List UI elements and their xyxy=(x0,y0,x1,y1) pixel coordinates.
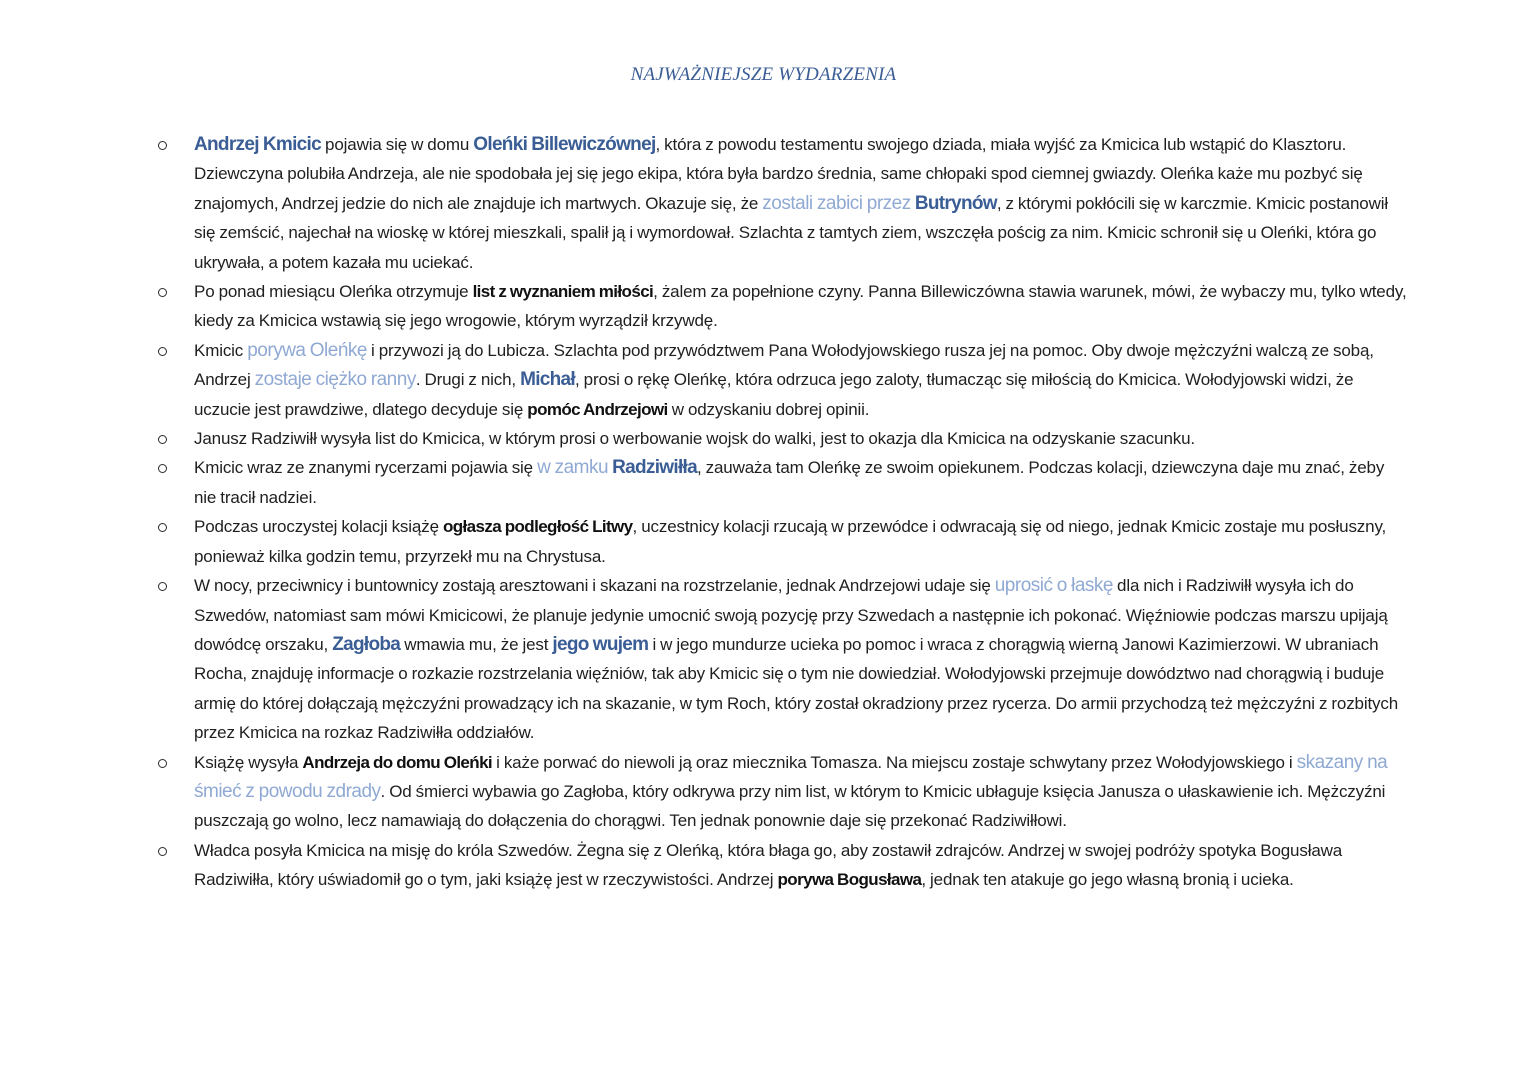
event-item xyxy=(158,130,1408,277)
event-text: dla nich i Radziwiłł wysyła ich do Szwedów, natomiast sam mówi Kmicicowi, że planuje jedynie umocnić swoją pozycję przy Szwedach a następnie ich pokonać. Więźniowie podczas marszu upijają dowódcę orszaku, xyxy=(194,576,1388,654)
event-text: Kmicic wraz ze znanymi rycerzami pojawia się xyxy=(194,458,538,478)
event-item xyxy=(158,453,1408,512)
event-text: pojawia się w domu xyxy=(320,135,474,154)
event-item xyxy=(158,277,1408,336)
event-text: wmawia mu, że jest xyxy=(400,634,553,654)
highlighted-text: Andrzej Kmicic xyxy=(194,134,321,155)
event-text: i każe porwać do niewoli ją oraz miecznika Tomasza. Na miejscu zostaje schwytany przez Wołodyjowskiego i xyxy=(492,752,1297,772)
highlighted-text: Oleńki Billewiczównej xyxy=(473,134,656,155)
highlighted-text: Radziwiłła xyxy=(612,457,697,479)
event-text: i przywozi ją do Lubicza. Szlachta pod przywództwem Pana Wołodyjowskiego rusza jej na pomoc. Oby dwoje mężczyźni walczą ze sobą, Andrzej xyxy=(194,340,1374,390)
highlighted-text: ogłasza podległość Litwy xyxy=(442,517,633,537)
bullet-icon xyxy=(158,523,167,532)
event-text: Kmicic xyxy=(194,340,248,360)
bullet-icon xyxy=(158,759,167,768)
highlighted-text: Zagłoba xyxy=(332,633,401,655)
events-list xyxy=(158,130,1408,895)
event-item xyxy=(158,571,1408,747)
bullet-icon xyxy=(158,435,167,444)
event-text: , żalem za popełnione czyny. Panna Billewiczówna stawia warunek, mówi, że wybaczy mu, tylko wtedy, kiedy za Kmicica wstawią się jego wrogowie, którym wyrządził krzywdę. xyxy=(194,282,1407,331)
highlighted-text: pomóc Andrzejowi xyxy=(527,399,668,419)
bullet-icon xyxy=(158,582,167,591)
highlighted-text: jego wujem xyxy=(552,633,649,655)
event-item xyxy=(158,336,1408,424)
event-item xyxy=(158,836,1408,895)
event-item xyxy=(158,748,1408,836)
bullet-icon xyxy=(158,464,167,473)
highlighted-text: Michał xyxy=(520,369,576,391)
page-title: NAJWAŻNIEJSZE WYDARZENIA xyxy=(630,64,897,85)
event-text: W nocy, przeciwnicy i buntownicy zostają aresztowani i skazani na rozstrzelanie, jednak Andrzejowi udaje się xyxy=(194,576,995,596)
bullet-icon xyxy=(158,141,167,150)
highlighted-text: w zamku xyxy=(537,457,609,479)
event-text: , która z powodu testamentu swojego dziada, miała wyjść za Kmicica lub wstąpić do Klasztoru. Dziewczyna polubiła Andrzeja, ale nie spodobała jej się jego ekipa, która była bardzo średnia, same chłopaki spod ciemnej gwiazdy. Oleńka każe mu pozbyć się znajomych, Andrzej jedzie do nich ale znajduje ich martwych. Okazuje się, że xyxy=(194,135,1363,213)
highlighted-text: zostali zabici przez xyxy=(762,192,911,214)
event-text: Książę wysyła xyxy=(194,752,303,772)
event-text: i w jego mundurze ucieka po pomoc i wraca z chorągwią wierną Janowi Kazimierzowi. W ubraniach Rocha, znajduję informacje o rozkazie rozstrzelania więźniów, tak aby Kmicic się o tym nie dowiedział. Wołodyjowski przejmuje dowództwo nad chorągwią i buduje armię do której dołączają mężczyźni prowadzący ich na skazanie, w tym Roch, który został okradziony przez rycerza. Do armii przychodzą też mężczyźni z rozbitych przez Kmicica na rozkaz Radziwiłła oddziałów. xyxy=(194,634,1399,743)
event-text: , z którymi pokłócili się w karczmie. Kmicic postanowił się zemścić, najechał na wioskę w której mieszkali, spalił ją i wymordował. Szlachta z tamtych ziem, wszczęła pościg za nim. Kmicic schronił się u Oleńki, która go ukrywała, a potem kazała mu uciekać. xyxy=(194,193,1388,272)
event-text: Janusz Radziwiłł wysyła list do Kmicica, w którym prosi o werbowanie wojsk do walki, jest to okazja dla Kmicica na odzyskanie szacunku. xyxy=(194,429,1195,449)
event-item xyxy=(158,512,1408,571)
event-text: , jednak ten atakuje go jego własną bronią i ucieka. xyxy=(921,870,1294,890)
bullet-icon xyxy=(158,847,167,856)
bullet-icon xyxy=(158,288,167,297)
highlighted-text: uprosić o łaskę xyxy=(994,575,1113,597)
event-text: . Od śmierci wybawia go Zagłoba, który odkrywa przy nim list, w którym to Kmicic ubłaguje księcia Janusza o ułaskawienie ich. Mężczyźni puszczają go wolno, lecz namawiają do dołączenia do chorągwi. Ten jednak ponownie daje się przekonać Radziwiłłowi. xyxy=(194,781,1386,831)
highlighted-text: Andrzeja do domu Oleńki xyxy=(302,752,493,772)
event-text: Władca posyła Kmicica na misję do króla Szwedów. Żegna się z Oleńką, która błaga go, aby zostawił zdrajców. Andrzej w swojej podróży spotyka Bogusława Radziwiłła, który uświadomił go o tym, jaki książę jest w rzeczywistości. Andrzej xyxy=(194,840,1343,890)
event-text: , prosi o rękę Oleńkę, która odrzuca jego zaloty, tłumacząc się miłością do Kmicica. Wołodyjowski widzi, że uczucie jest prawdziwe, dlatego decyduje się xyxy=(194,370,1354,419)
highlighted-text: Butrynów xyxy=(914,192,997,214)
event-text: . Drugi z nich, xyxy=(415,370,521,390)
highlighted-text: list z wyznaniem miłości xyxy=(472,282,654,302)
highlighted-text: skazany na śmieć z powodu zdrady xyxy=(194,751,1388,802)
event-text: , uczestnicy kolacji rzucają w przewódce i odwracają się od niego, jednak Kmicic zostaje mu posłuszny, ponieważ kilka godzin temu, przyrzekł mu na Chrystusa. xyxy=(194,517,1387,566)
event-text: , zauważa tam Oleńkę ze swoim opiekunem. Podczas kolacji, dziewczyna daje mu znać, żeby nie tracił nadziei. xyxy=(194,458,1385,507)
event-text: Podczas uroczystej kolacji książę xyxy=(194,517,443,537)
highlighted-text: zostaje ciężko ranny xyxy=(254,369,416,391)
highlighted-text: porywa Oleńkę xyxy=(247,339,367,361)
event-text: w odzyskaniu dobrej opinii. xyxy=(667,399,870,419)
event-text: Po ponad miesiącu Oleńka otrzymuje xyxy=(194,282,473,302)
highlighted-text: porywa Bogusława xyxy=(777,870,922,890)
bullet-icon xyxy=(158,347,167,356)
event-item xyxy=(158,424,1408,453)
